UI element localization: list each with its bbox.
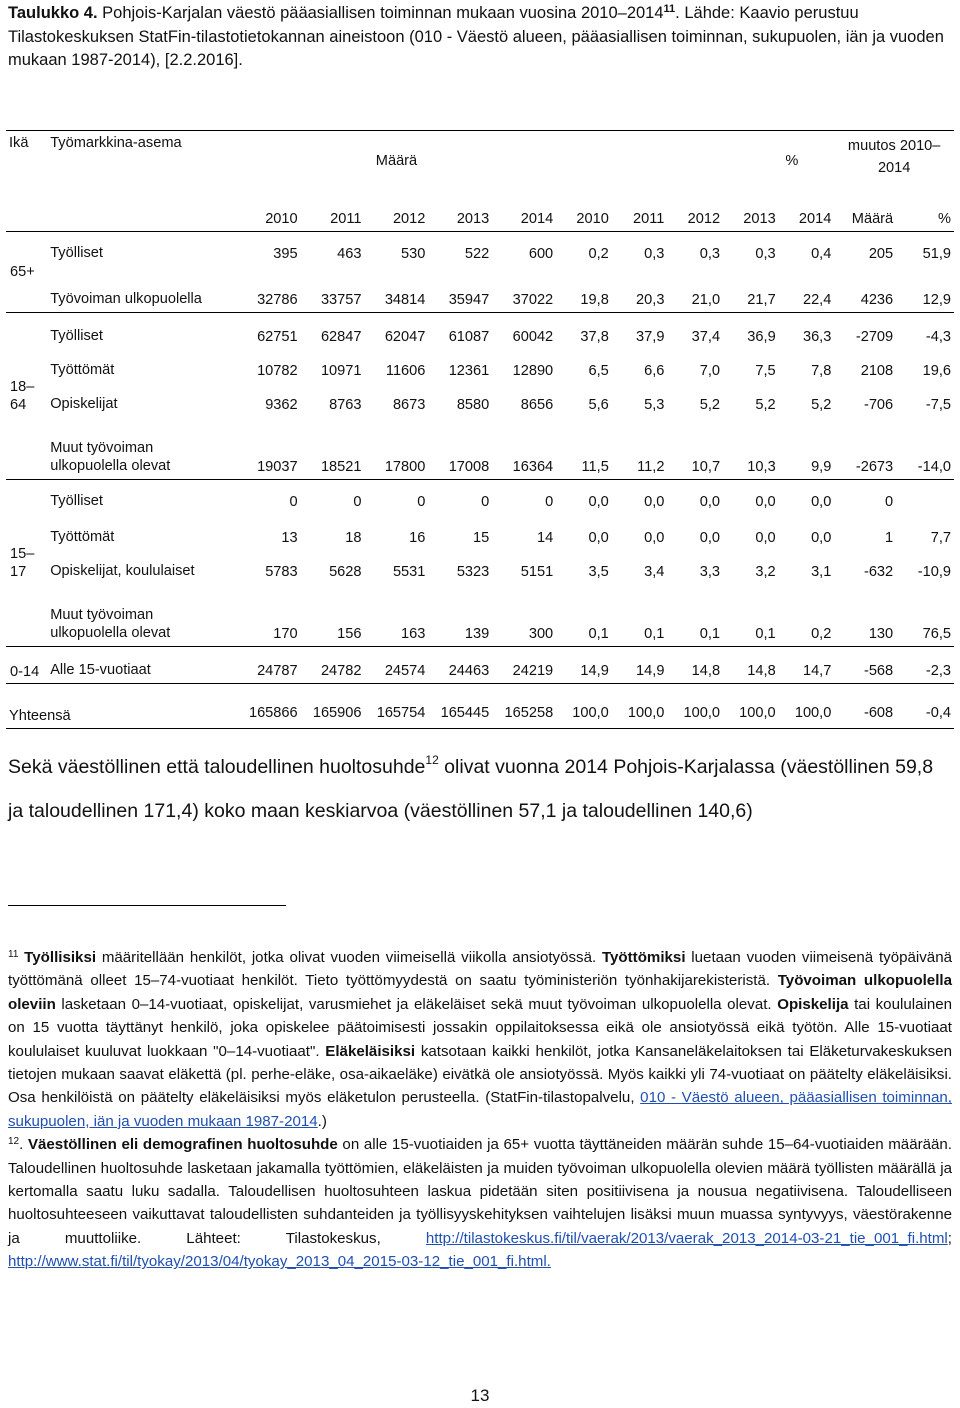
table-cell: 6,5 (588, 363, 609, 379)
table-cell: 156 (301, 584, 365, 647)
table-cell: 12890 (512, 363, 554, 379)
table-cell: 18 (345, 530, 362, 546)
total-cell: 165754 (365, 684, 429, 729)
table-cell: 5783 (265, 564, 298, 580)
total-row (6, 684, 954, 729)
page-number: 13 (470, 1386, 490, 1405)
table-row (6, 313, 954, 350)
caption-label: Taulukko 4. (8, 4, 98, 22)
table-cell: -568 (834, 647, 896, 684)
table-cell: 5323 (456, 564, 490, 580)
table-cell: 7,5 (755, 363, 776, 379)
header-age: Ikä (9, 135, 29, 151)
table-cell: 33757 (301, 266, 365, 313)
row-label: Työvoiman ulkopuolella (47, 266, 237, 313)
table-cell: 35947 (428, 266, 492, 313)
table-cell: 12,9 (896, 266, 954, 313)
header-change: muutos 2010–2014 (847, 138, 941, 176)
row-label: Alle 15-vuotiaat (47, 647, 237, 684)
table-cell: 32786 (237, 266, 301, 313)
table-cell: 3,5 (588, 564, 609, 580)
table-cell: 5,6 (588, 397, 609, 413)
table-cell: 0 (417, 494, 426, 510)
age-group: 15–17 (6, 480, 47, 647)
table-row (6, 584, 954, 647)
table-cell: 19,8 (556, 266, 612, 313)
table-cell: 3,2 (755, 564, 776, 580)
table-row (6, 647, 954, 684)
row-label: Työttömät (50, 529, 115, 545)
table-cell (896, 480, 954, 515)
table-cell: 60042 (512, 329, 554, 345)
table-cell: 463 (337, 246, 362, 262)
header-count: Määrä (375, 153, 418, 169)
age-group: 18–64 (6, 313, 47, 480)
table-cell: 0 (289, 494, 298, 510)
header-row (6, 131, 954, 208)
table-cell: 0 (545, 494, 554, 510)
table-cell: 11606 (385, 363, 426, 379)
table-cell: 530 (401, 246, 426, 262)
table-cell: 0,0 (588, 530, 609, 546)
table-cell: 19037 (237, 417, 301, 480)
table-cell: 62847 (320, 329, 362, 345)
table-cell: 37,8 (580, 329, 609, 345)
table-cell: 130 (834, 584, 896, 647)
table-cell: -2709 (855, 329, 894, 345)
year-header: Määrä (834, 207, 896, 232)
table-cell: 20,3 (612, 266, 668, 313)
table-cell: 76,5 (896, 584, 954, 647)
table-cell: 0,3 (644, 246, 665, 262)
caption-source: . Lähde: Kaavio perustuu Tilastokeskuksen StatFin-tilastotietokannan aineistoon (010 - Väestö alueen, pääasiallisen toiminnan, sukupuolen, iän ja vuoden mukaan 1987-2014), [2.2.2016]. (8, 4, 944, 69)
table-cell: 170 (237, 584, 301, 647)
table-cell: 3,4 (644, 564, 665, 580)
table-caption (8, 2, 952, 73)
table-cell: 5,2 (755, 397, 776, 413)
table-cell: 14,7 (779, 647, 835, 684)
table-cell: 21,7 (723, 266, 779, 313)
row-label: Muut työvoiman ulkopuolella olevat (47, 584, 237, 647)
table-cell: 0,0 (755, 494, 776, 510)
table-cell: 12361 (448, 363, 490, 379)
year-header: 2014 (779, 207, 835, 232)
table-cell: 0,2 (779, 584, 835, 647)
table-cell: 5,3 (644, 397, 665, 413)
total-cell: 100,0 (779, 684, 835, 729)
row-label: Työttömät (50, 362, 115, 378)
table-cell: 9,9 (779, 417, 835, 480)
table-cell: 24463 (428, 647, 492, 684)
table-cell: 0,1 (612, 584, 668, 647)
total-cell: 165906 (301, 684, 365, 729)
table-cell: 14,8 (723, 647, 779, 684)
total-label: Yhteensä (6, 684, 237, 729)
table-cell: 62047 (384, 329, 426, 345)
year-header: 2013 (428, 207, 492, 232)
table-cell: 163 (365, 584, 429, 647)
table-cell: 21,0 (667, 266, 723, 313)
table-cell: 0,0 (699, 494, 721, 510)
table-cell: 3,3 (699, 564, 721, 580)
table-cell: -2,3 (896, 647, 954, 684)
table-cell: 36,3 (802, 329, 832, 345)
table-row (6, 480, 954, 515)
year-header: % (896, 207, 954, 232)
para-text-1: Sekä väestöllinen että taloudellinen huoltosuhde (8, 756, 426, 778)
table-cell: 13 (281, 530, 298, 546)
table-cell: 8763 (329, 397, 362, 413)
table-row (6, 383, 954, 417)
table-cell: 1 (885, 530, 894, 546)
table-cell: 0,0 (755, 530, 776, 546)
header-years-row (6, 207, 954, 232)
table-cell: 24219 (492, 647, 556, 684)
total-cell: -608 (834, 684, 896, 729)
total-cell: 165866 (237, 684, 301, 729)
year-header: 2011 (612, 207, 668, 232)
table-cell: 8673 (392, 397, 426, 413)
total-cell: 100,0 (556, 684, 612, 729)
table-cell: 205 (868, 246, 894, 262)
tilastokeskus-link[interactable]: http://tilastokeskus.fi/til/vaerak/2013/vaerak_2013_2014-03-21_tie_001_fi.html (425, 1229, 948, 1247)
total-cell: 100,0 (612, 684, 668, 729)
table-cell: 37022 (492, 266, 556, 313)
table-cell: 0,0 (811, 494, 832, 510)
year-header: 2010 (237, 207, 301, 232)
table-row (6, 349, 954, 383)
table-cell: 37,9 (636, 329, 665, 345)
table-row (6, 232, 954, 267)
table-cell: 16364 (492, 417, 556, 480)
table-cell: 395 (273, 246, 298, 262)
table-cell: 3,1 (811, 564, 832, 580)
year-header: 2013 (723, 207, 779, 232)
table-cell: 15 (473, 530, 490, 546)
table-cell: 24574 (365, 647, 429, 684)
table-cell: -4,3 (925, 329, 951, 345)
footnote-ref-11[interactable]: 11 (663, 3, 676, 15)
table-cell: 10,3 (723, 417, 779, 480)
table-cell: 61087 (448, 329, 490, 345)
table-row (6, 550, 954, 584)
year-header: 2011 (301, 207, 365, 232)
table-cell: -2673 (834, 417, 896, 480)
table-cell: 16 (409, 530, 426, 546)
table-cell: 24787 (237, 647, 301, 684)
year-header: 2010 (556, 207, 612, 232)
table-cell: 0,0 (644, 530, 665, 546)
table-row (6, 266, 954, 313)
total-cell: 100,0 (667, 684, 723, 729)
row-label: Työlliset (50, 493, 103, 509)
table-cell: -706 (863, 397, 894, 413)
table-cell: 5,2 (811, 397, 832, 413)
total-cell: -0,4 (896, 684, 954, 729)
header-status: Työmarkkina-asema (50, 135, 182, 151)
table-cell: 7,7 (930, 530, 951, 546)
row-label: Opiskelijat (50, 396, 118, 412)
total-cell: 165258 (492, 684, 556, 729)
population-table (6, 130, 954, 729)
table-cell: 0 (353, 494, 362, 510)
statfin-link[interactable]: 010 - Väestö alueen, pääasiallisen toiminnan, sukupuolen, iän ja vuoden mukaan 1987-2014 (8, 1089, 952, 1130)
table-cell: 8656 (520, 397, 554, 413)
table-cell: -14,0 (896, 417, 954, 480)
table-cell: 0,1 (723, 584, 779, 647)
year-header: 2014 (492, 207, 556, 232)
table-cell: 22,4 (779, 266, 835, 313)
table-cell: 14 (536, 530, 554, 546)
table-cell: 11,2 (612, 417, 668, 480)
table-cell: 18521 (301, 417, 365, 480)
table-cell: 19,6 (922, 363, 951, 379)
table-cell: 62751 (257, 329, 298, 345)
table-cell: 34814 (365, 266, 429, 313)
table-cell: 0,0 (644, 494, 665, 510)
year-header: 2012 (365, 207, 429, 232)
row-label: Muut työvoiman ulkopuolella olevat (47, 417, 237, 480)
table-cell: 0,0 (588, 494, 609, 510)
table-cell: 14,9 (556, 647, 612, 684)
table-cell: 7,0 (699, 363, 721, 379)
table-cell: 17008 (428, 417, 492, 480)
body-paragraph (8, 745, 952, 833)
table-cell: 0,0 (699, 530, 721, 546)
table-cell: 0 (885, 494, 894, 510)
table-cell: 2108 (860, 363, 894, 379)
table-cell: 0 (481, 494, 490, 510)
footnote-11: $^{11}$ Työllisiksi määritellään henkilöt, jotka olivat vuoden viimeisellä viikolla ansiotyössä. Työttömiksi luetaan vuoden viimeisenä työpäivänä työttömänä olleet 15–74-vuotiaat henkilöt. Tieto työttömyydestä on saatu työministeriön työnhakijarekisteristä. Työvoiman ulkopuolella oleviin lasketaan 0–14-vuotiaat, opiskelijat, varusmiehet ja eläkeläiset sekä muut työvoiman ulkopuolella olevat. Opiskelija tai koululainen on 15 vuotta täyttänyt henkilö, joka opiskelee päätoimisesti jossakin oppilaitoksessa eikä ole ansiotyössä eikä työtön. Alle 15-vuotiaat koululaiset kuuluvat luokkaan "0–14-vuotiaat". Eläkeläisiksi katsotaan kaikki henkilöt, jotka Kansaneläkelaitoksen tai Eläketurvakeskuksen tietojen mukaan saavat eläkettä (pl. perhe-eläke, osa-aikaeläke) eivätkä ole ansiotyössä. Myös kaikki yli 74-vuotiaat on päätelty eläkeläisiksi. Osa henkilöistä on päätelty eläkeläisiksi myös eläketulon perusteella. (StatFin-tilastopalvelu, 010 - Väestö alueen, pääasiallisen toiminnan, sukupuolen, iän ja vuoden mukaan 1987-2014.) (8, 949, 952, 1130)
table-cell: 300 (492, 584, 556, 647)
table-row (6, 417, 954, 480)
table-cell: 5531 (392, 564, 426, 580)
table-cell: 0,1 (556, 584, 612, 647)
caption-title: Pohjois-Karjalan väestö pääasiallisen toiminnan mukaan vuosina 2010–2014 (102, 4, 664, 22)
table-cell: 37,4 (691, 329, 721, 345)
stat-fi-link[interactable]: http://www.stat.fi/til/tyokay/2013/04/tyokay_2013_04_2015-03-12_tie_001_fi.html. (8, 1253, 551, 1271)
table-cell: 4236 (834, 266, 896, 313)
header-pct: % (785, 153, 799, 169)
table-cell: 0,2 (588, 246, 609, 262)
age-group: 65+ (6, 232, 47, 313)
table-cell: 7,8 (811, 363, 832, 379)
table-cell: 0,1 (667, 584, 723, 647)
footnotes (8, 946, 952, 1274)
table-cell: 0,3 (699, 246, 721, 262)
table-cell: 0,0 (811, 530, 832, 546)
table-cell: 600 (528, 246, 554, 262)
table-cell: 10971 (320, 363, 362, 379)
row-label: Työlliset (50, 245, 103, 261)
table-row (6, 514, 954, 550)
year-header: 2012 (667, 207, 723, 232)
row-label: Opiskelijat, koululaiset (50, 563, 195, 579)
table-cell: 14,8 (667, 647, 723, 684)
age-group: 0-14 (6, 647, 47, 684)
table-cell: 8580 (456, 397, 490, 413)
footnote-ref-12[interactable]: 12 (425, 753, 439, 767)
footnote-12: $^{12}$. Väestöllinen eli demografinen huoltosuhde on alle 15-vuotiaiden ja 65+ vuotta täyttäneiden määrän suhde 15–64-vuotiaiden määrään. Taloudellinen huoltosuhde lasketaan jakamalla työttömien, eläkeläisten ja muiden työvoiman ulkopuolella olevien määrä työllisten määrällä ja kertomalla saatu luku sadalla. Taloudellisen huoltosuhteen laskua pidetään siten positiivisena ja nousua negatiivisena. Taloudelliseen huoltosuhteeseen vaikuttavat taloudellisten suhdanteiden ja työllisyyskehityksen vaihtelujen lisäksi muun muassa syntyvyys, väestörakenne ja muuttoliike. Lähteet: Tilastokeskus, http://tilastokeskus.fi/til/vaerak/2013/vaerak_2013_2014-03-21_tie_001_fi.html; http://www.stat.fi/til/tyokay/2013/04/tyokay_2013_04_2015-03-12_tie_001_fi.html. (8, 1136, 953, 1271)
table-cell: 5151 (520, 564, 554, 580)
table-cell: 5,2 (699, 397, 721, 413)
table-cell: 11,5 (556, 417, 612, 480)
table-cell: 17800 (365, 417, 429, 480)
table-cell: 10782 (257, 363, 298, 379)
para-text-2: olivat vuonna 2014 Pohjois-Karjalassa (väestöllinen 59,8 ja taloudellinen 171,4) koko maan keskiarvoa (väestöllinen 57,1 ja taloudellinen 140,6) (8, 756, 934, 822)
table-cell: 522 (464, 246, 490, 262)
table-cell: 5628 (329, 564, 362, 580)
table-cell: -10,9 (917, 564, 951, 580)
total-cell: 165445 (428, 684, 492, 729)
table-cell: 10,7 (667, 417, 723, 480)
table-cell: 51,9 (922, 246, 951, 262)
table-cell: 0,4 (811, 246, 832, 262)
table-cell: -7,5 (925, 397, 951, 413)
table-cell: 36,9 (747, 329, 776, 345)
table-cell: -632 (863, 564, 894, 580)
table-cell: 9362 (265, 397, 298, 413)
table-cell: 139 (428, 584, 492, 647)
table-cell: 24782 (301, 647, 365, 684)
footnote-separator (8, 905, 286, 906)
table-cell: 0,3 (755, 246, 776, 262)
row-label: Työlliset (50, 328, 103, 344)
table-cell: 6,6 (644, 363, 665, 379)
table-cell: 14,9 (612, 647, 668, 684)
total-cell: 100,0 (723, 684, 779, 729)
